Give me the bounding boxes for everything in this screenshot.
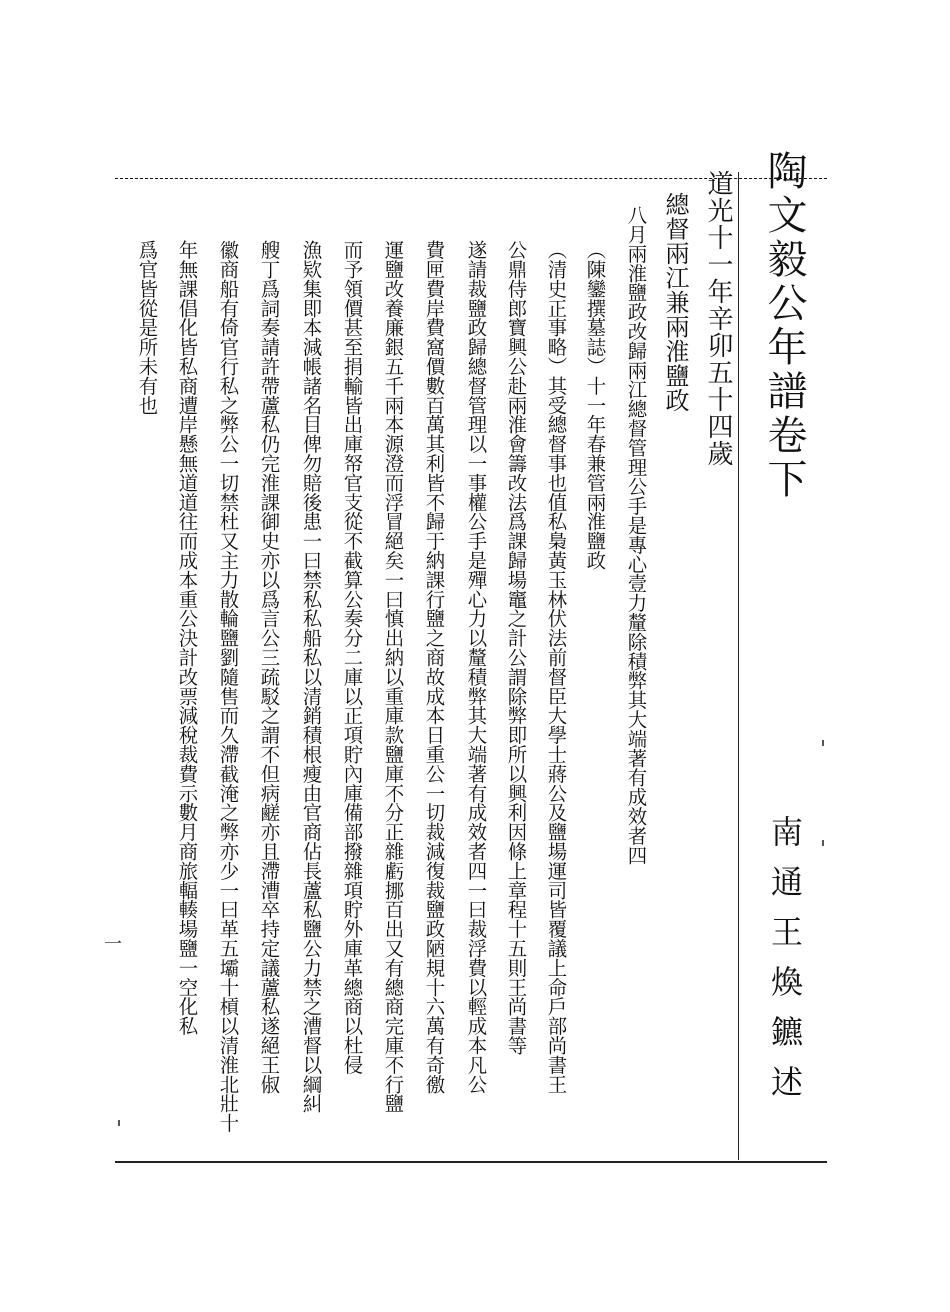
text-line-15: 爲官皆從是所未有也: [135, 240, 159, 415]
text-line-13: 徽商船有倚官行私之弊公一切禁杜又主力散輪鹽劉隨售而久滯截淹之弊亦少一曰革五壩十槓以清淮北壯十: [216, 240, 240, 1133]
office-heading: 總督兩江兼兩淮鹽政: [661, 192, 689, 413]
scan-speck: [118, 1120, 120, 1126]
author-credit: 南通王煥鑣述: [766, 815, 804, 1115]
text-line-4: （陳鑾撰墓誌）十一年春兼管兩淮鹽政: [583, 240, 607, 570]
book-title: 陶文毅公年譜卷下: [761, 150, 807, 502]
text-line-10: 而予領價甚至捐輸皆出庫帑官支從不截算公奏分二庫以正項貯內庫備部撥雜項貯外庫革總商以杜侵: [340, 240, 364, 1075]
text-line-7: 遂請裁鹽政歸總督管理以一事權公手是殫心力以釐積弊其大端著有成效者四一曰裁浮費以輕成本凡公: [464, 240, 488, 1094]
text-line-9: 運鹽改養廉銀五千兩本源澄而浮冒絕矣一曰慎出納以重庫款鹽庫不分正雜虧挪百出又有總商完庫不行鹽: [381, 240, 405, 1113]
scan-speck: [822, 840, 824, 846]
text-line-6: 公鼎侍郎寶興公赴兩淮會籌改法爲課歸場竈之計公謂除弊即所以興利因條上章程十五則王尚書等: [504, 240, 528, 1055]
scan-speck: [822, 740, 824, 746]
text-line-8: 費匣費岸費窩價數百萬其利皆不歸于納課行鹽之商故成本日重公一切裁減復裁鹽政陋規十六萬有奇徼: [422, 240, 446, 1094]
text-line-12: 艘丁爲詞奏請許帶蘆私仍完淮課御史亦以爲言公三疏駁之謂不但病鹺亦且滯漕卒持定議蘆私遂絕王俶: [257, 240, 281, 1094]
title-column-divider: [738, 172, 739, 1160]
text-line-14: 年無課倡化皆私商遭岸懸無道道往而成本重公決計改票減稅裁費示數月商旅輻輳場鹽一空化私: [175, 240, 199, 1036]
text-line-11: 漁欵集即本減帳諸名目俾勿賠後患一曰禁私私船私以清銷積根瘦由官商佔長蘆私鹽公力禁之漕督以綱糾: [299, 240, 323, 1113]
page-number-mark: 一: [104, 934, 122, 955]
year-heading: 道光十一年辛卯五十四歲: [703, 170, 733, 467]
text-line-3: 八月兩淮鹽政改歸兩江總督管理公手是專心壹力釐除積弊其大端著有成效者四: [624, 205, 648, 865]
text-line-5: （清史正事略）其受總督事也值私梟黃玉林伏法前督臣大學士蔣公及鹽場運司皆覆議上命戶部尚書王: [544, 240, 568, 1094]
